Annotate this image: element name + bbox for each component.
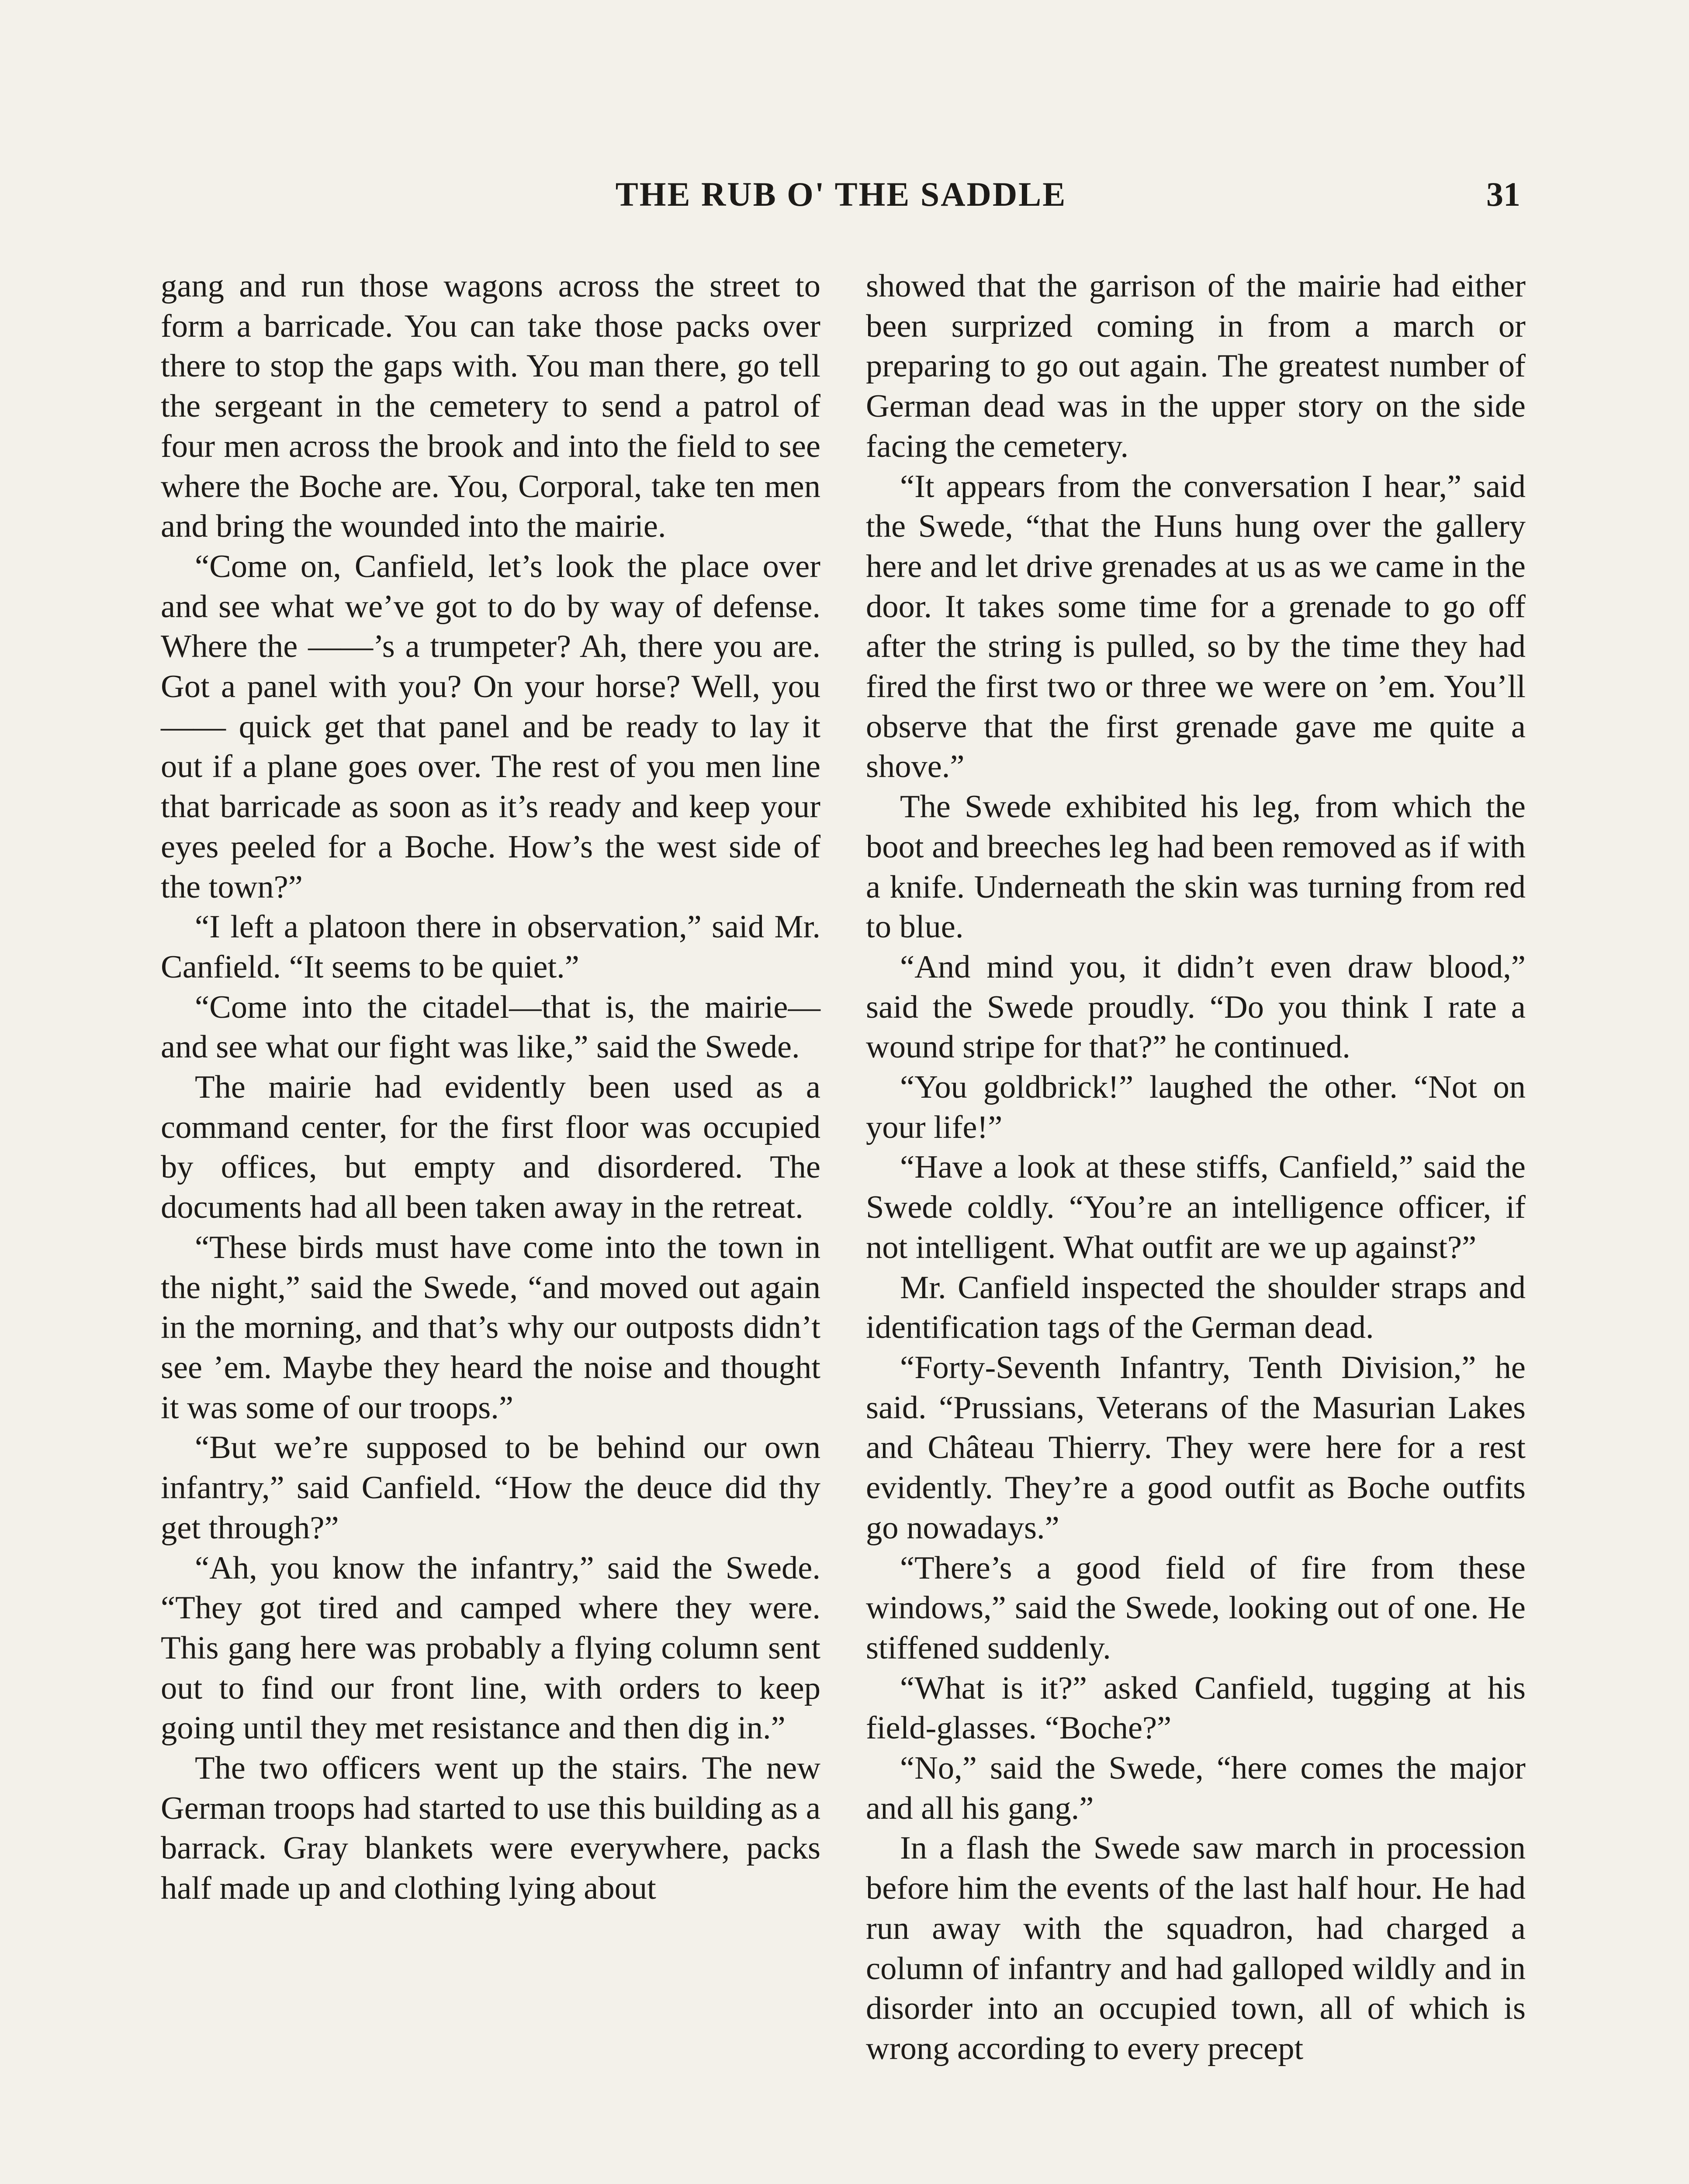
paragraph: “I left a platoon there in observation,” said Mr. Canfield. “It seems to be quiet.”	[161, 909, 820, 985]
paragraph: showed that the garrison of the mairie had either been surprized coming in from a march or preparing to go out again. The greatest number of German dead was in the upper story on the side facing the cemetery.	[866, 268, 1526, 464]
paragraph: In a flash the Swede saw march in procession before him the events of the last half hour. He had run away with the squadron, had charged a column of infantry and had galloped wildly and in disorder into an occupied town, all of which is wrong according to every precept	[866, 1830, 1526, 2067]
paragraph: “Forty-Seventh Infantry, Tenth Division,” he said. “Prussians, Veterans of the Masurian Lakes and Château Thierry. They were here for a rest evidently. They’re a good outfit as Boche outfits go nowadays.”	[866, 1349, 1526, 1546]
page-header	[162, 175, 1520, 227]
paragraph: “Have a look at these stiffs, Canfield,” said the Swede coldly. “You’re an intelligence officer, if not intelligent. What outfit are we up against?”	[866, 1149, 1526, 1265]
paragraph: The Swede exhibited his leg, from which the boot and breeches leg had been removed as if with a knife. Underneath the skin was turning from red to blue.	[866, 789, 1526, 945]
paragraph: “No,” said the Swede, “here comes the major and all his gang.”	[866, 1750, 1526, 1826]
paragraph: The two officers went up the stairs. The new German troops had started to use this building as a barrack. Gray blankets were everywhere, packs half made up and clothing lying about	[161, 1750, 820, 1907]
paragraph: “And mind you, it didn’t even draw blood,” said the Swede proudly. “Do you think I rate a wound stripe for that?” he continued.	[866, 949, 1526, 1065]
paragraph: The mairie had evidently been used as a command center, for the first floor was occupied by offices, but empty and disordered. The documents had all been taken away in the retreat.	[161, 1069, 820, 1226]
left-column	[161, 266, 820, 1909]
paragraph: “What is it?” asked Canfield, tugging at his field-glasses. “Boche?”	[866, 1670, 1526, 1746]
paragraph: “You goldbrick!” laughed the other. “Not on your life!”	[866, 1069, 1526, 1145]
paragraph: gang and run those wagons across the street to form a barricade. You can take those packs over there to stop the gaps with. You man there, go tell the sergeant in the cemetery to send a patrol of four men across the brook and into the field to see where the Boche are. You, Corporal, take ten men and bring the wounded into the mairie.	[161, 268, 820, 545]
right-column	[866, 266, 1526, 2069]
paragraph: “These birds must have come into the town in the night,” said the Swede, “and moved out again in the morning, and that’s why our outposts didn’t see ’em. Maybe they heard the noise and thought it was some of our troops.”	[161, 1229, 820, 1426]
paragraph: “There’s a good field of fire from these windows,” said the Swede, looking out of one. He stiffened suddenly.	[866, 1550, 1526, 1666]
paragraph: “Ah, you know the infantry,” said the Swede. “They got tired and camped where they were. This gang here was probably a flying column sent out to find our front line, with orders to keep going until they met resistance and then dig in.”	[161, 1550, 820, 1746]
paragraph: “Come into the citadel—that is, the mairie—and see what our fight was like,” said the Swede.	[161, 989, 820, 1065]
running-title: THE RUB O' THE SADDLE	[615, 175, 1067, 213]
page-number: 31	[1486, 175, 1520, 213]
paragraph: Mr. Canfield inspected the shoulder straps and identification tags of the German dead.	[866, 1269, 1526, 1346]
paragraph: “It appears from the conversation I hear,” said the Swede, “that the Huns hung over the gallery here and let drive grenades at us as we came in the door. It takes some time for a grenade to go off after the string is pulled, so by the time they had fired the first two or three we were on ’em. You’ll observe that the first grenade gave me quite a shove.”	[866, 468, 1526, 785]
paragraph: “But we’re supposed to be behind our own infantry,” said Canfield. “How the deuce did thy get through?”	[161, 1430, 820, 1546]
paragraph: “Come on, Canfield, let’s look the place over and see what we’ve got to do by way of defense. Where the ——’s a trumpeter? Ah, there you are. Got a panel with you? On your horse? Well, you —— quick get that panel and be ready to lay it out if a plane goes over. The rest of you men line that barricade as soon as it’s ready and keep your eyes peeled for a Boche. How’s the west side of the town?”	[161, 548, 820, 905]
